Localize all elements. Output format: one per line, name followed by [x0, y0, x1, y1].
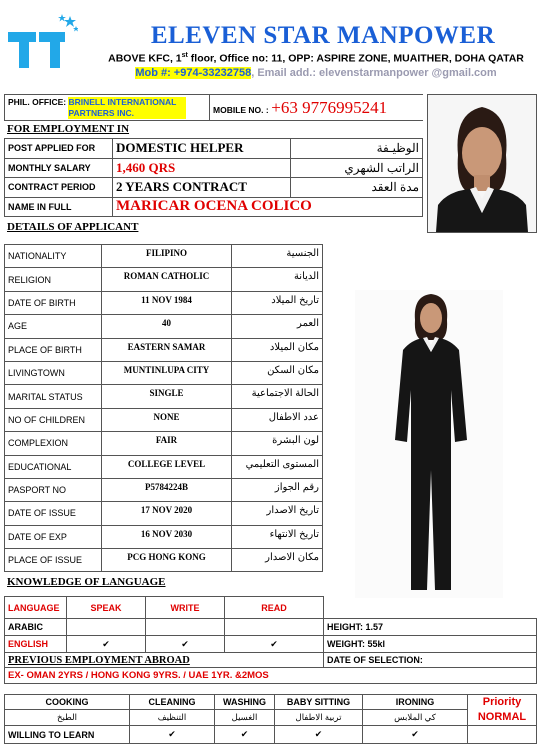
- detail-arabic: تاريخ الانتهاء: [232, 525, 323, 548]
- detail-row: [5, 478, 323, 501]
- details-heading: DETAILS OF APPLICANT: [7, 221, 139, 233]
- detail-label: DATE OF EXP: [5, 525, 102, 548]
- detail-label: MARITAL STATUS: [5, 385, 102, 408]
- detail-label: LIVINGTOWN: [5, 361, 102, 384]
- language-table: [4, 596, 537, 684]
- detail-label: PLACE OF BIRTH: [5, 338, 102, 361]
- detail-label: DATE OF ISSUE: [5, 502, 102, 525]
- employment-label: MONTHLY SALARY: [5, 158, 113, 178]
- detail-value: COLLEGE LEVEL: [102, 455, 232, 478]
- detail-label: AGE: [5, 315, 102, 338]
- detail-row: [5, 338, 323, 361]
- employment-label: CONTRACT PERIOD: [5, 178, 113, 198]
- detail-row: [5, 361, 323, 384]
- detail-label: NATIONALITY: [5, 245, 102, 268]
- detail-value: NONE: [102, 408, 232, 431]
- detail-value: EASTERN SAMAR: [102, 338, 232, 361]
- employment-row: [5, 178, 423, 198]
- check-mark: ✔: [67, 636, 146, 653]
- mobile-cell: MOBILE NO. : +63 9776995241: [210, 95, 424, 121]
- detail-arabic: مكان السكن: [232, 361, 323, 384]
- detail-value: 16 NOV 2030: [102, 525, 232, 548]
- check-mark: ✔: [146, 636, 225, 653]
- for-employment-heading: FOR EMPLOYMENT IN: [7, 123, 130, 135]
- detail-row: [5, 408, 323, 431]
- check-mark: ✔: [215, 726, 275, 744]
- company-logo: [6, 14, 78, 72]
- detail-value: 40: [102, 315, 232, 338]
- mobile-value: +63 9776995241: [271, 97, 388, 117]
- willing-to-learn-label: WILLING TO LEARN: [5, 726, 130, 744]
- skill-cleaning: CLEANING: [130, 695, 215, 710]
- detail-arabic: مكان الاصدار: [232, 549, 323, 572]
- detail-label: NO OF CHILDREN: [5, 408, 102, 431]
- detail-arabic: تاريخ الميلاد: [232, 291, 323, 314]
- portrait-icon: [428, 95, 536, 232]
- employment-row: [5, 139, 423, 159]
- previous-employment-heading: PREVIOUS EMPLOYMENT ABROAD: [5, 653, 324, 668]
- detail-value: MUNTINLUPA CITY: [102, 361, 232, 384]
- detail-arabic: الجنسية: [232, 245, 323, 268]
- detail-value: ROMAN CATHOLIC: [102, 268, 232, 291]
- check-mark: ✔: [225, 636, 324, 653]
- height-field: HEIGHT: 1.57: [324, 619, 537, 636]
- date-selection-field: DATE OF SELECTION:: [324, 653, 537, 668]
- employment-value: DOMESTIC HELPER: [113, 139, 291, 159]
- previous-employment-value: EX- OMAN 2YRS / HONG KONG 9YRS. / UAE 1YR. &2MOS: [5, 668, 324, 684]
- email-address: , Email add.: elevenstarmanpower @gmail.com: [251, 67, 497, 79]
- detail-value: FILIPINO: [102, 245, 232, 268]
- employment-label: NAME IN FULL: [5, 197, 113, 217]
- detail-row: [5, 268, 323, 291]
- employment-value: 1,460 QRS: [113, 158, 291, 178]
- employment-arabic: مدة العقد: [291, 178, 423, 198]
- skill-cooking: COOKING: [5, 695, 130, 710]
- detail-label: PASPORT NO: [5, 478, 102, 501]
- detail-arabic: رقم الجواز: [232, 478, 323, 501]
- company-name: ELEVEN STAR MANPOWER: [150, 22, 496, 49]
- employment-row: [5, 158, 423, 178]
- detail-value: PCG HONG KONG: [102, 549, 232, 572]
- detail-value: 11 NOV 1984: [102, 291, 232, 314]
- employment-arabic: الوظيـفة: [291, 139, 423, 159]
- top-info-table: [4, 94, 423, 121]
- details-table: [4, 244, 323, 572]
- detail-arabic: المستوى التعليمي: [232, 455, 323, 478]
- detail-label: DATE OF BIRTH: [5, 291, 102, 314]
- detail-label: RELIGION: [5, 268, 102, 291]
- employment-arabic: الراتب الشهري: [291, 158, 423, 178]
- detail-row: [5, 245, 323, 268]
- full-body-photo: [355, 290, 503, 598]
- detail-row: [5, 432, 323, 455]
- company-contact: [96, 67, 536, 79]
- language-heading: KNOWLEDGE OF LANGUAGE: [7, 576, 166, 588]
- employment-value: MARICAR OCENA COLICO: [113, 197, 423, 217]
- write-header: WRITE: [146, 597, 225, 619]
- priority-value: NORMAL: [477, 711, 527, 723]
- language-header: LANGUAGE: [5, 597, 67, 619]
- detail-label: COMPLEXION: [5, 432, 102, 455]
- detail-row: [5, 455, 323, 478]
- detail-arabic: الحالة الاجتماعية: [232, 385, 323, 408]
- check-mark: ✔: [130, 726, 215, 744]
- detail-row: [5, 291, 323, 314]
- read-header: READ: [225, 597, 324, 619]
- phil-office-cell: PHIL. OFFICE: BRINELL INTERNATIONAL PARTNERS INC.: [5, 95, 210, 121]
- detail-arabic: عدد الاطفال: [232, 408, 323, 431]
- detail-value: SINGLE: [102, 385, 232, 408]
- mobile-number: Mob #: +974-33232758: [135, 67, 252, 79]
- full-body-icon: [355, 290, 503, 598]
- detail-arabic: تاريخ الاصدار: [232, 502, 323, 525]
- detail-arabic: مكان الميلاد: [232, 338, 323, 361]
- skill-baby-sitting: BABY SITTING: [275, 695, 363, 710]
- portrait-photo: [427, 94, 537, 233]
- company-address: ABOVE KFC, 1st floor, Office no: 11, OPP: ASPIRE ZONE, MUAITHER, DOHA QATAR: [108, 52, 524, 65]
- detail-row: [5, 502, 323, 525]
- phil-office-value: BRINELL INTERNATIONAL PARTNERS INC.: [68, 97, 186, 119]
- check-mark: ✔: [275, 726, 363, 744]
- skill-ironing: IRONING: [363, 695, 468, 710]
- skills-table: COOKING CLEANING WASHING BABY SITTING IRONING Priority NORMAL الطبخ التنظيف الغسيل تربية الاطفال كي الملابس WILLING TO LEARN ✔ ✔ ✔ ✔: [4, 694, 537, 744]
- speak-header: SPEAK: [67, 597, 146, 619]
- detail-arabic: لون البشرة: [232, 432, 323, 455]
- detail-row: [5, 525, 323, 548]
- detail-row: [5, 385, 323, 408]
- priority-cell: Priority NORMAL: [468, 695, 537, 726]
- employment-row: [5, 197, 423, 217]
- language-english: ENGLISH: [5, 636, 67, 653]
- detail-arabic: العمر: [232, 315, 323, 338]
- language-arabic: ARABIC: [5, 619, 67, 636]
- detail-value: P5784224B: [102, 478, 232, 501]
- detail-value: FAIR: [102, 432, 232, 455]
- weight-field: WEIGHT: 55kl: [324, 636, 537, 653]
- employment-table: [4, 138, 423, 217]
- detail-arabic: الديانة: [232, 268, 323, 291]
- detail-value: 17 NOV 2020: [102, 502, 232, 525]
- employment-value: 2 YEARS CONTRACT: [113, 178, 291, 198]
- skill-washing: WASHING: [215, 695, 275, 710]
- detail-label: PLACE OF ISSUE: [5, 549, 102, 572]
- detail-row: [5, 315, 323, 338]
- check-mark: ✔: [363, 726, 468, 744]
- employment-label: POST APPLIED FOR: [5, 139, 113, 159]
- detail-row: [5, 549, 323, 572]
- detail-label: EDUCATIONAL: [5, 455, 102, 478]
